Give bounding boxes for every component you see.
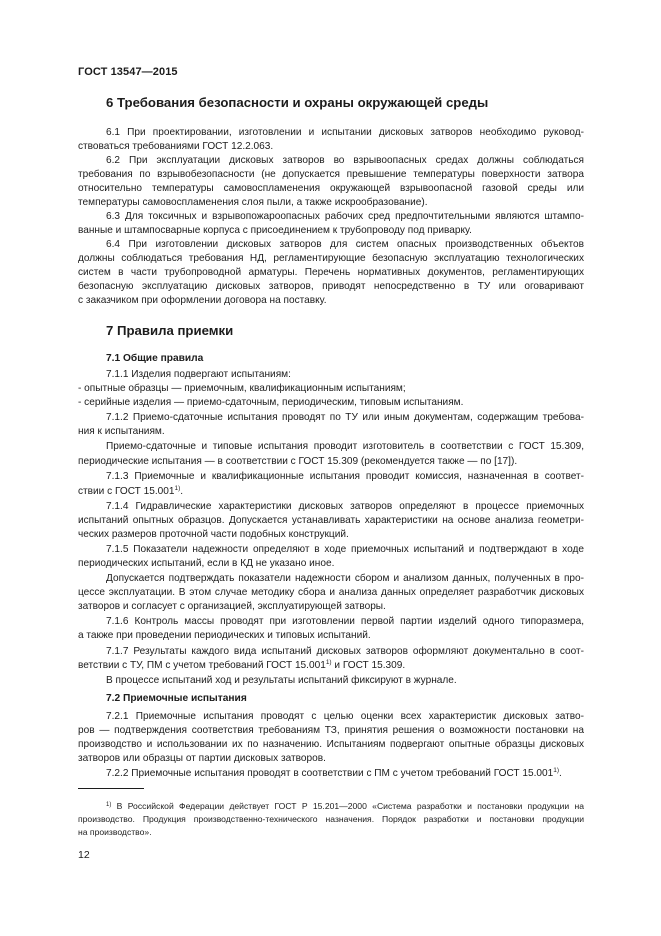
paragraph-line: периодических испытаний, если в КД не указано иное.	[78, 558, 335, 569]
paragraph-text: ствии с ГОСТ 15.001	[78, 486, 175, 497]
paragraph-line: 7.1.7 Результаты каждого вида испытаний дисковых затворов оформляют документально в соот-	[106, 646, 584, 657]
paragraph-line: затворов или образцы от партии дисковых затворов.	[78, 753, 326, 764]
footnote-mark: 1)	[553, 767, 560, 774]
paragraph-line: затворов и согласует с организацией, эксплуатирующей затворы.	[78, 601, 386, 612]
paragraph-line: 6.2 При эксплуатации дисковых затворов во взрывоопасных средах должны соблюдаться	[106, 155, 584, 166]
paragraph-line: 7.2.1 Приемочные испытания проводят с целью оценки всех характеристик дисковых затво-	[106, 711, 584, 722]
paragraph-line: 7.1.5 Показатели надежности определяют в ходе приемочных испытаний и подтверждают в ходе	[106, 544, 584, 555]
paragraph-line: ванные и штампосварные корпуса с присоединением к трубопроводу под приварку.	[78, 225, 472, 236]
paragraph-line: безопасную эксплуатацию дисковых затворов, приводят непосредственно в ТУ или оговаривают	[78, 281, 584, 292]
paragraph-line: 6.4 При изготовлении дисковых затворов для систем опасных производственных объектов	[106, 239, 584, 250]
paragraph-line	[78, 659, 584, 673]
paragraph-text: ветствии с ТУ, ПМ с учетом требований ГОСТ 15.001	[78, 660, 326, 671]
list-item: - опытные образцы — приемочным, квалификационным испытаниям;	[78, 383, 406, 394]
paragraph-line: ров — подтверждения соответствия требованиям ТЗ, принятия решения о возможности постановки на	[78, 725, 584, 736]
paragraph-line: ческих размеров проточной части подобных конструкций.	[78, 529, 349, 540]
paragraph-line: 7.2.2 Приемочные испытания проводят в соответствии с ПМ с учетом требований ГОСТ 15.001$^{1)}$.	[106, 767, 562, 779]
footnote-separator	[78, 788, 144, 789]
paragraph-line: должны соблюдаться требования НД, регламентирующие безопасную эксплуатацию технологических	[78, 253, 584, 264]
paragraph-line: 7.1.1 Изделия подвергают испытаниям:	[106, 369, 291, 380]
paragraph-line: относительно температуры самовоспламенения окружающей взрывоопасной газовой среды или	[78, 183, 584, 194]
paragraph-line: Приемо-сдаточные и типовые испытания проводит изготовитель в соответствии с ГОСТ 15.309,	[106, 441, 584, 452]
paragraph-line: требования по взрывобезопасности (не допускается превышение температуры поверхности затвора	[78, 169, 584, 180]
paragraph-text: 7.2.2 Приемочные испытания проводят в соответствии с ПМ с учетом требований ГОСТ 15.001	[106, 768, 554, 779]
paragraph-line: Допускается подтверждать показатели надежности сбором и анализом данных, полученных в про-	[106, 573, 584, 584]
paragraph-line: температуры самовоспламенения слоя пыли, а также искрообразование).	[78, 197, 428, 208]
paragraph-line: ствоваться требованиями ГОСТ 12.2.063.	[78, 141, 274, 152]
section-7-title: 7 Правила приемки	[106, 323, 234, 338]
paragraph-line: 7.1.2 Приемо-сдаточные испытания проводят по ТУ или иным документам, содержащим требова-	[106, 412, 584, 423]
running-header: ГОСТ 13547—2015	[78, 66, 178, 78]
footnote-mark: 1)	[325, 659, 332, 666]
paragraph-line: с заказчиком при оформлении договора на поставку.	[78, 295, 327, 306]
paragraph-line: ствии с ГОСТ 15.001$^{1)}$.	[78, 485, 184, 497]
paragraph-line: производство и использовании их по назначению. Испытаниям подвергают опытные образцы дисковых	[78, 739, 584, 750]
subsection-7-1-title: 7.1 Общие правила	[106, 353, 204, 364]
paragraph-line: В процессе испытаний ход и результаты испытаний фиксируют в журнале.	[106, 675, 457, 686]
paragraph-line: испытаний опытных образцов. Допускается устанавливать характеристики на основе анализа геометри-	[78, 515, 584, 526]
paragraph-line: периодические испытания — в соответствии с ГОСТ 15.309 (рекомендуется также — по [17]).	[78, 456, 518, 467]
subsection-7-2-title: 7.2 Приемочные испытания	[106, 693, 247, 704]
footnote-mark: 1)	[106, 802, 112, 808]
footnote-line: производство. Продукция производственно-технического назначения. Порядок разработки и постановки продукции	[78, 814, 584, 824]
paragraph-line: цессе эксплуатации. В этом случае методику сбора и анализа данных определяет разработчик дисковых	[78, 587, 584, 598]
paragraph-line: ния к испытаниям.	[78, 426, 165, 437]
paragraph-line: 7.1.6 Контроль массы проводят при изготовлении первой партии изделий одного типоразмера,	[106, 616, 584, 627]
paragraph-line: 6.3 Для токсичных и взрывопожароопасных рабочих сред предпочтительными являются штампо-	[106, 211, 584, 222]
paragraph-line: 7.1.3 Приемочные и квалификационные испытания проводит комиссия, назначенная в соответ-	[106, 471, 584, 482]
footnote-line	[106, 800, 584, 812]
paragraph-line: а также при проведении периодических и типовых испытаний.	[78, 630, 371, 641]
paragraph-line: 6.1 При проектировании, изготовлении и испытании дисковых затворов необходимо руковод-	[106, 127, 584, 138]
paragraph-line: 7.1.4 Гидравлические характеристики дисковых затворов определяют в процессе приемочных	[106, 501, 584, 512]
paragraph-line: систем в части трубопроводной арматуры. Перечень нормативных документов, регламентирующих	[78, 267, 584, 278]
paragraph-text: и ГОСТ 15.309.	[331, 660, 406, 671]
page-number: 12	[78, 849, 90, 861]
list-item: - серийные изделия — приемо-сдаточным, периодическим, типовым испытаниям.	[78, 397, 464, 408]
footnote-text: В Российской Федерации действует ГОСТ Р 15.201—2000 «Система разработки и постановки продукции на	[116, 801, 584, 811]
footnote-mark: 1)	[174, 485, 181, 492]
footnote-line: на производство».	[78, 827, 152, 837]
section-6-title: 6 Требования безопасности и охраны окружающей среды	[106, 95, 489, 110]
